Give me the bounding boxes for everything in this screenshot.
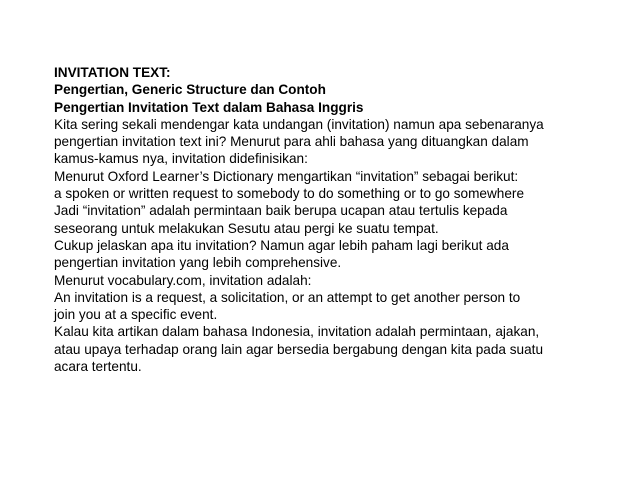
heading-subtitle: Pengertian, Generic Structure dan Contoh <box>54 82 326 98</box>
body-line: pengertian invitation text ini? Menurut para ahli bahasa yang dituangkan dalam <box>54 134 529 150</box>
heading-section: Pengertian Invitation Text dalam Bahasa Inggris <box>54 99 364 115</box>
body-line: seseorang untuk melakukan Sesutu atau pergi ke suatu tempat. <box>54 220 439 236</box>
heading-title: INVITATION TEXT: <box>54 65 171 80</box>
body-line: atau upaya terhadap orang lain agar bersedia bergabung dengan kita pada suatu <box>54 341 544 357</box>
body-line: pengertian invitation yang lebih comprehensive. <box>54 255 342 271</box>
body-line: Jadi “invitation” adalah permintaan baik berupa ucapan atau tertulis kepada <box>54 203 508 219</box>
body-line: Cukup jelaskan apa itu invitation? Namun agar lebih paham lagi berikut ada <box>54 237 509 253</box>
body-line: join you at a specific event. <box>54 307 218 323</box>
body-line: Menurut vocabulary.com, invitation adalah: <box>54 272 312 288</box>
text-block <box>54 64 614 375</box>
body-line: acara tertentu. <box>54 359 142 375</box>
body-line: Kalau kita artikan dalam bahasa Indonesia, invitation adalah permintaan, ajakan, <box>54 324 540 340</box>
body-line: An invitation is a request, a solicitation, or an attempt to get another person to <box>54 289 521 305</box>
body-line: kamus-kamus nya, invitation didefinisikan: <box>54 151 308 167</box>
body-line: a spoken or written request to somebody to do something or to go somewhere <box>54 186 524 202</box>
body-line: Kita sering sekali mendengar kata undangan (invitation) namun apa sebenaranya <box>54 116 544 132</box>
body-line: Menurut Oxford Learner’s Dictionary mengartikan “invitation” sebagai berikut: <box>54 168 519 184</box>
